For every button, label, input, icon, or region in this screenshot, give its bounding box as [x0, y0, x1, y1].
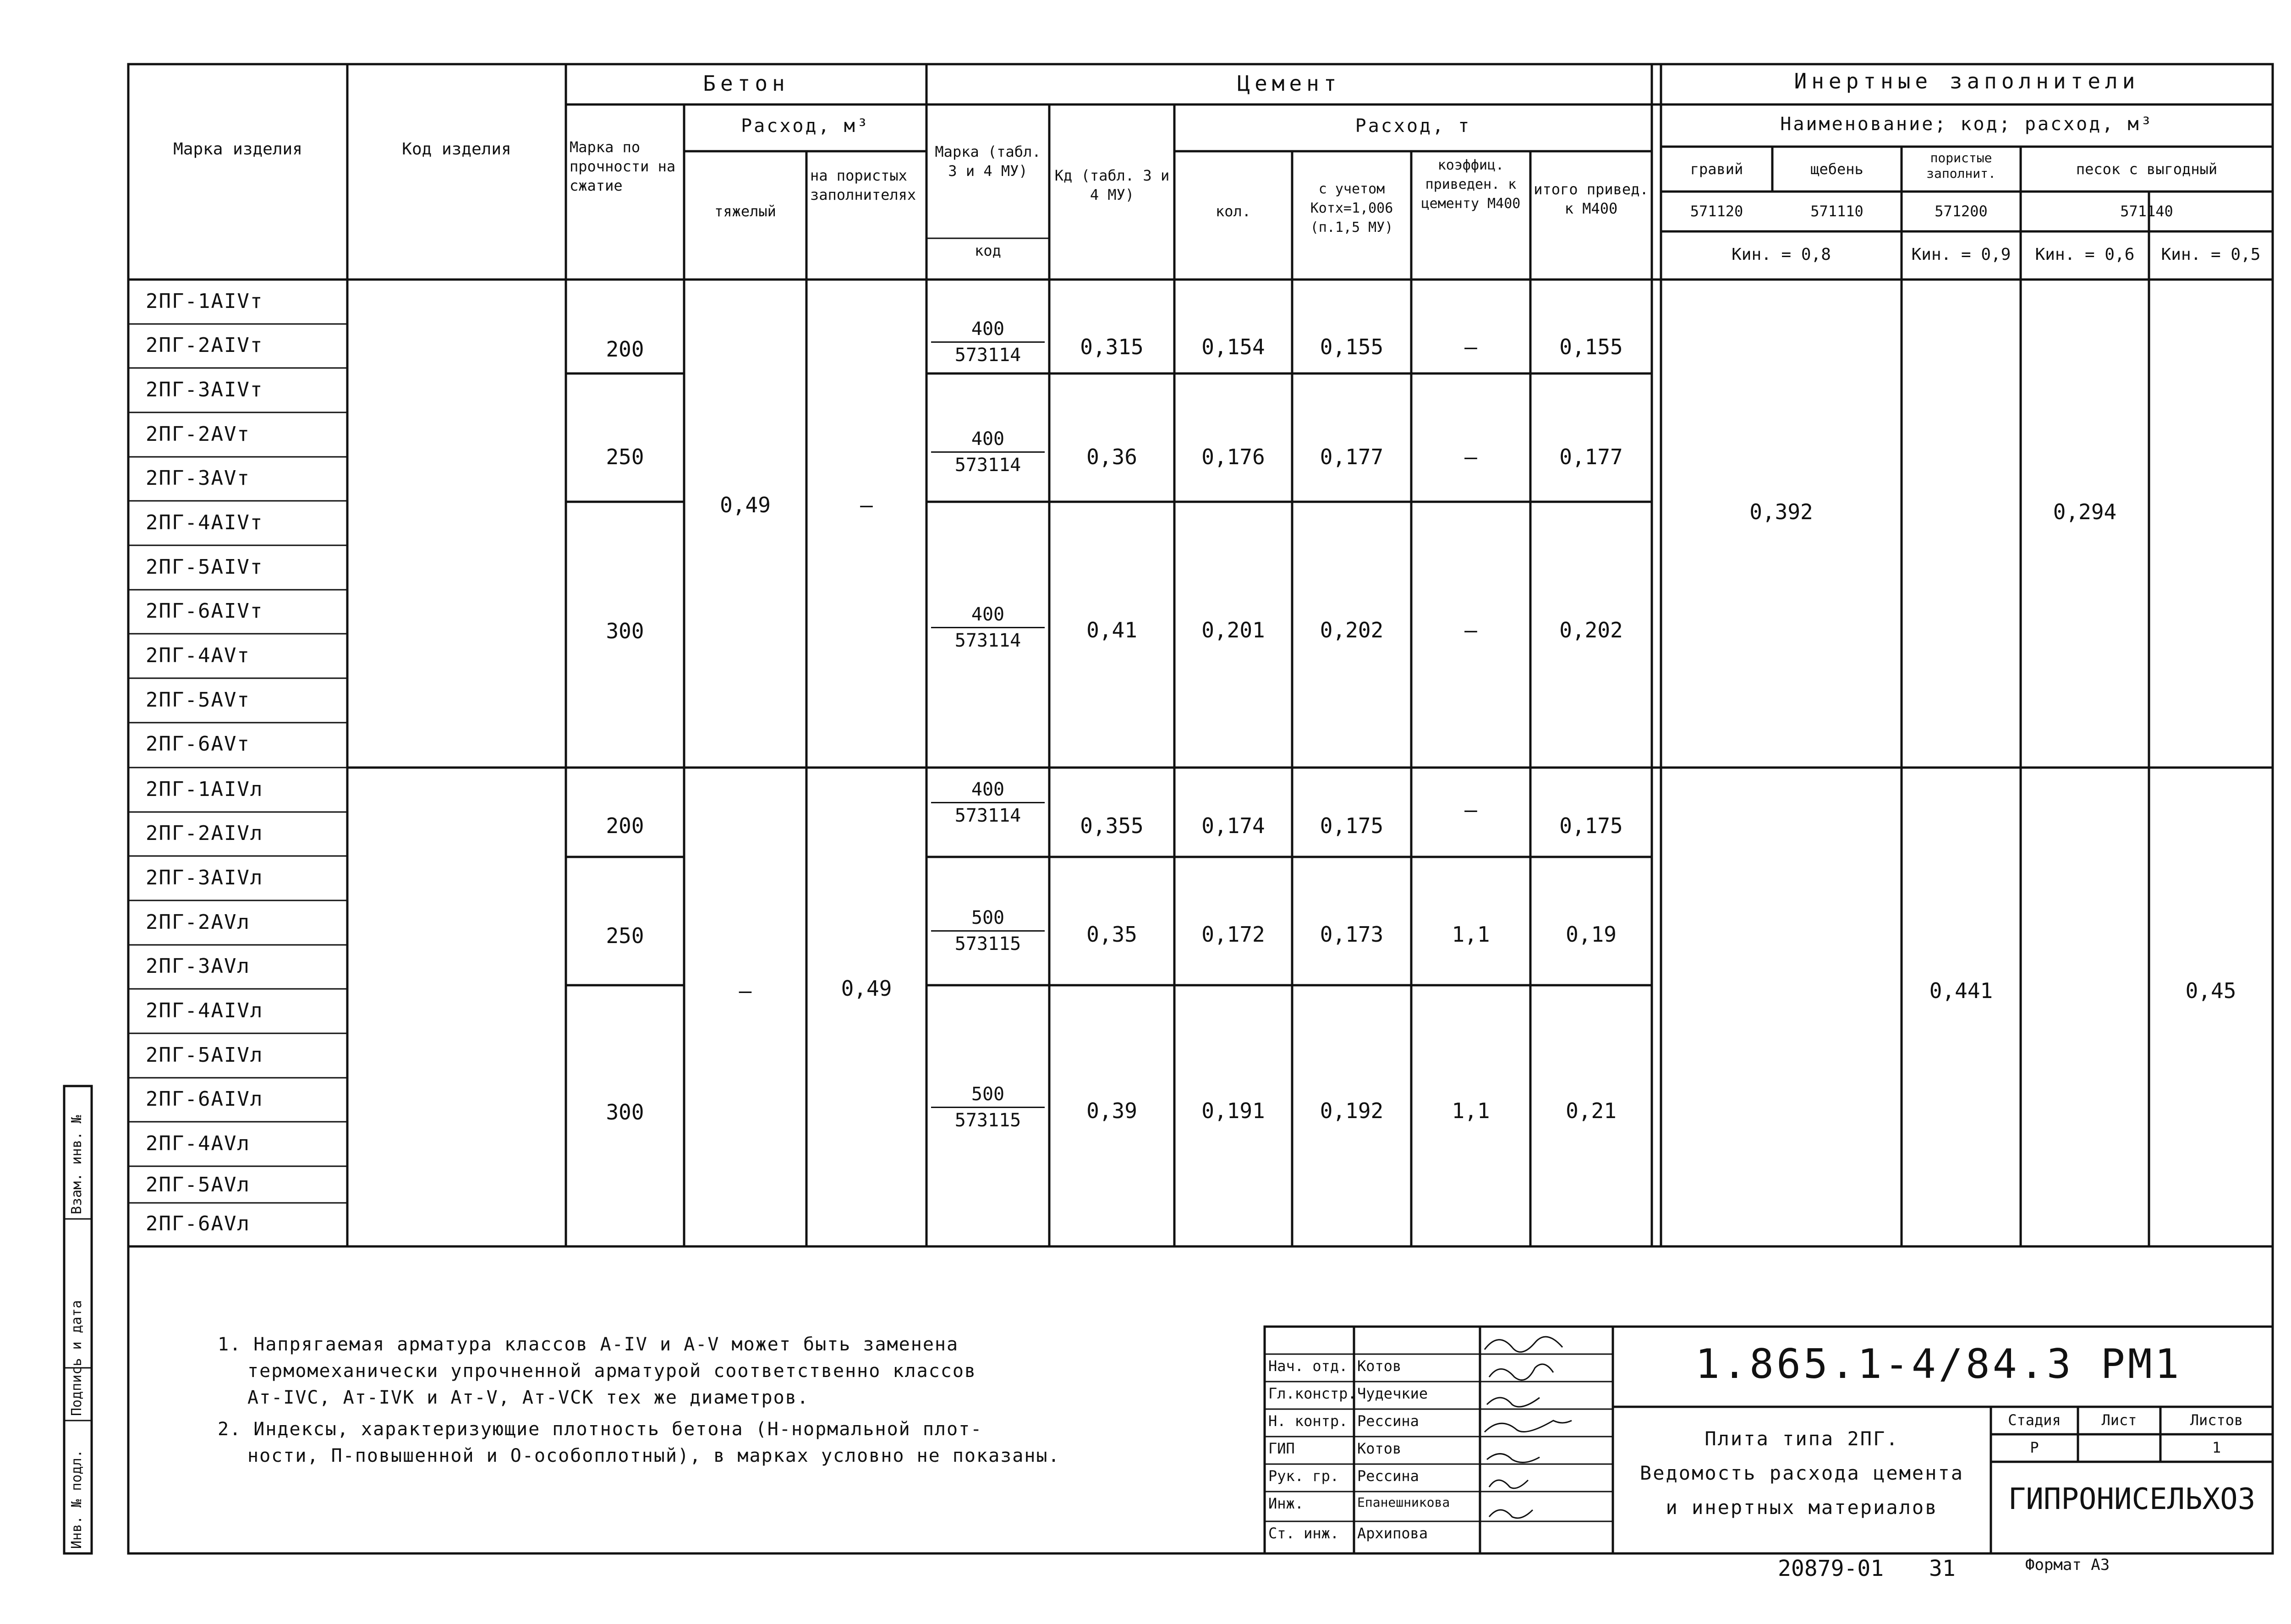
- marka-value: 200: [606, 337, 644, 362]
- s-uchetom-value: 0,192: [1320, 1098, 1384, 1123]
- stamp-name: Котов: [1357, 1357, 1402, 1375]
- s-uchetom-value: 0,173: [1320, 922, 1384, 947]
- table-row: 2ПГ-1АIVл: [146, 778, 263, 801]
- kol-value: 0,191: [1201, 1098, 1265, 1123]
- marka-value: 250: [606, 923, 644, 948]
- stamp-name: Чудечкие: [1357, 1385, 1428, 1402]
- header-marka-izdeliya: Марка изделия: [173, 140, 302, 159]
- header-kol: кол.: [1215, 203, 1251, 220]
- table-row: 2ПГ-2АVт: [146, 422, 250, 446]
- table-row: 2ПГ-4АIVл: [146, 999, 263, 1022]
- table-row: 2ПГ-5АIVл: [146, 1043, 263, 1067]
- header-beton: Бетон: [703, 71, 789, 96]
- table-row: 2ПГ-5АVт: [146, 688, 250, 712]
- doc-title-3: и инертных материалов: [1666, 1496, 1938, 1519]
- koeff-value: —: [1464, 618, 1477, 642]
- kd-value: 0,39: [1086, 1098, 1137, 1123]
- header-marka-prochnosti: Марка по прочности на сжатие: [570, 138, 676, 194]
- note-line: ности, П-повышенной и О-особоплотный), в марках условно не показаны.: [247, 1445, 1060, 1466]
- note-line: термомеханически упрочненной арматурой соответственно классов: [247, 1361, 977, 1382]
- table-row: 2ПГ-5АVл: [146, 1173, 250, 1196]
- marka-value: 300: [606, 1100, 644, 1125]
- kd-value: 0,315: [1080, 335, 1144, 359]
- kol-value: 0,154: [1201, 335, 1265, 359]
- tyazhely-block-l: —: [739, 978, 752, 1003]
- table-row: 2ПГ-6АVт: [146, 732, 250, 756]
- header-cement: Цемент: [1237, 71, 1341, 96]
- header-tyazhely: тяжелый: [714, 203, 776, 220]
- pesok-block-t: 0,294: [2053, 499, 2117, 524]
- header-marka-cement: Марка (табл. 3 и 4 МУ): [935, 143, 1041, 180]
- poristye-block-t: —: [860, 493, 873, 517]
- k-poristye: Кин. = 0,9: [1911, 245, 2011, 264]
- header-pesok: песок с выгодный: [2076, 160, 2218, 178]
- code-poristye: 571200: [1935, 203, 1988, 220]
- stamp-name: Котов: [1357, 1440, 1402, 1457]
- pesok-block-l: 0,45: [2185, 978, 2236, 1003]
- side-podpis: Подпись и дата: [69, 1300, 85, 1416]
- poristye-block-l: 0,49: [841, 976, 892, 1001]
- stamp-role: Гл.констр.: [1268, 1385, 1357, 1402]
- table-row: 2ПГ-6АIVт: [146, 599, 263, 623]
- side-inv: Инв. № подл.: [69, 1449, 85, 1549]
- stamp-role: Инж.: [1268, 1495, 1304, 1512]
- kd-value: 0,41: [1086, 618, 1137, 642]
- itogo-value: 0,202: [1559, 618, 1623, 642]
- header-poristye: пористые заполнит.: [1926, 150, 1996, 181]
- code-pesok: 571140: [2120, 203, 2173, 220]
- s-uchetom-value: 0,202: [1320, 618, 1384, 642]
- table-row: 2ПГ-3АVт: [146, 466, 250, 490]
- listov-label: Листов: [2190, 1411, 2243, 1429]
- k-pesok-2: Кин. = 0,5: [2161, 245, 2261, 264]
- marka-value: 300: [606, 619, 644, 643]
- poristye-fill-block-l: 0,441: [1929, 978, 1993, 1003]
- itogo-value: 0,21: [1566, 1098, 1617, 1123]
- koeff-value: 1,1: [1452, 1098, 1490, 1123]
- s-uchetom-value: 0,177: [1320, 444, 1384, 469]
- k-pesok: Кин. = 0,6: [2035, 245, 2135, 264]
- bottom-number: 20879-01: [1778, 1556, 1884, 1581]
- list-label: Лист: [2101, 1411, 2137, 1429]
- s-uchetom-value: 0,175: [1320, 813, 1384, 838]
- k-graviy: Кин. = 0,8: [1732, 245, 1831, 264]
- stamp-name: Епанешникова: [1357, 1495, 1450, 1510]
- cement-fraction: 400 573114: [926, 318, 1049, 366]
- table-row: 2ПГ-6АIVл: [146, 1087, 263, 1111]
- kol-value: 0,172: [1201, 922, 1265, 947]
- header-naimenovanie: Наименование; код; расход, м³: [1780, 114, 2154, 135]
- note-line: 2. Индексы, характеризующие плотность бетона (Н-нормальной плот-: [218, 1419, 983, 1440]
- itogo-value: 0,19: [1566, 922, 1617, 947]
- code-graviy: 571120: [1690, 203, 1743, 220]
- doc-title-2: Ведомость расхода цемента: [1639, 1462, 1964, 1484]
- kd-value: 0,35: [1086, 922, 1137, 947]
- table-row: 2ПГ-4АVт: [146, 644, 250, 667]
- listov-value: 1: [2212, 1439, 2221, 1456]
- cement-fraction: 400 573114: [926, 604, 1049, 651]
- header-koeff: коэффиц. приведен. к цементу М400: [1421, 157, 1521, 212]
- cement-fraction: 500 573115: [926, 1084, 1049, 1131]
- koeff-value: 1,1: [1452, 922, 1490, 947]
- table-row: 2ПГ-2АIVл: [146, 822, 263, 845]
- marka-value: 250: [606, 444, 644, 469]
- cement-fraction: 400 573114: [926, 428, 1049, 476]
- header-inert: Инертные заполнители: [1794, 69, 2140, 93]
- table-row: 2ПГ-2АIVт: [146, 334, 263, 357]
- koeff-value: —: [1464, 797, 1477, 822]
- code-shcheben: 571110: [1810, 203, 1863, 220]
- table-row: 2ПГ-2АVл: [146, 911, 250, 934]
- itogo-value: 0,155: [1559, 335, 1623, 359]
- header-kod-izdeliya: Код изделия: [402, 140, 511, 159]
- table-row: 2ПГ-1АIVт: [146, 290, 263, 313]
- stamp-role: Ст. инж.: [1268, 1525, 1339, 1542]
- header-rashod-m3: Расход, м³: [741, 115, 870, 137]
- kd-value: 0,355: [1080, 813, 1144, 838]
- header-kod: код: [975, 242, 1001, 259]
- kd-value: 0,36: [1086, 444, 1137, 469]
- format-label: Формат А3: [2025, 1556, 2110, 1574]
- table-row: 2ПГ-6АVл: [146, 1212, 250, 1235]
- kol-value: 0,201: [1201, 618, 1265, 642]
- header-graviy: гравий: [1690, 160, 1743, 178]
- note-line: Ат-IVС, Ат-IVК и Ат-V, Ат-VСК тех же диаметров.: [247, 1387, 809, 1408]
- koeff-value: —: [1464, 335, 1477, 359]
- table-row: 2ПГ-4АIVт: [146, 511, 263, 534]
- header-rashod-t: Расход, т: [1355, 115, 1471, 137]
- stamp-role: Нач. отд.: [1268, 1357, 1348, 1375]
- kol-value: 0,174: [1201, 813, 1265, 838]
- header-kd: Кд (табл. 3 и 4 МУ): [1054, 167, 1170, 203]
- header-shcheben: щебень: [1810, 160, 1863, 178]
- cement-fraction: 500 573115: [926, 907, 1049, 955]
- header-na-poristyh: на пористых заполнителях: [810, 167, 916, 203]
- s-uchetom-value: 0,155: [1320, 335, 1384, 359]
- bottom-page: 31: [1929, 1556, 1956, 1581]
- organization: ГИПРОНИСЕЛЬХОЗ: [2008, 1482, 2256, 1516]
- table-row: 2ПГ-3АVл: [146, 955, 250, 978]
- stamp-role: Н. контр.: [1268, 1412, 1348, 1430]
- stadiya-value: Р: [2030, 1439, 2039, 1456]
- stadiya-label: Стадия: [2008, 1411, 2061, 1429]
- koeff-value: —: [1464, 444, 1477, 469]
- tyazhely-block-t: 0,49: [720, 493, 771, 517]
- header-itogo: итого привед. к М400: [1534, 181, 1649, 217]
- stamp-role: ГИП: [1268, 1440, 1295, 1457]
- table-row: 2ПГ-5АIVт: [146, 555, 263, 579]
- document-code: 1.865.1-4/84.3 РМ1: [1695, 1340, 2182, 1388]
- kol-value: 0,176: [1201, 444, 1265, 469]
- header-s-uchetom: с учетом Котх=1,006 (п.1,5 МУ): [1310, 181, 1393, 236]
- marka-value: 200: [606, 813, 644, 838]
- stamp-name: Рессина: [1357, 1467, 1419, 1485]
- stamp-role: Рук. гр.: [1268, 1467, 1339, 1485]
- table-row: 2ПГ-3АIVт: [146, 378, 263, 401]
- itogo-value: 0,175: [1559, 813, 1623, 838]
- stamp-name: Рессина: [1357, 1412, 1419, 1430]
- table-row: 2ПГ-3АIVл: [146, 866, 263, 889]
- cement-fraction: 400 573114: [926, 779, 1049, 826]
- table-row: 2ПГ-4АVл: [146, 1132, 250, 1155]
- note-line: 1. Напрягаемая арматура классов А-IV и А-V может быть заменена: [218, 1334, 959, 1355]
- graviy-block-t: 0,392: [1749, 499, 1813, 524]
- stamp-name: Архипова: [1357, 1525, 1428, 1542]
- doc-title-1: Плита типа 2ПГ.: [1705, 1427, 1899, 1450]
- side-vzam: Взам. инв. №: [69, 1115, 85, 1214]
- itogo-value: 0,177: [1559, 444, 1623, 469]
